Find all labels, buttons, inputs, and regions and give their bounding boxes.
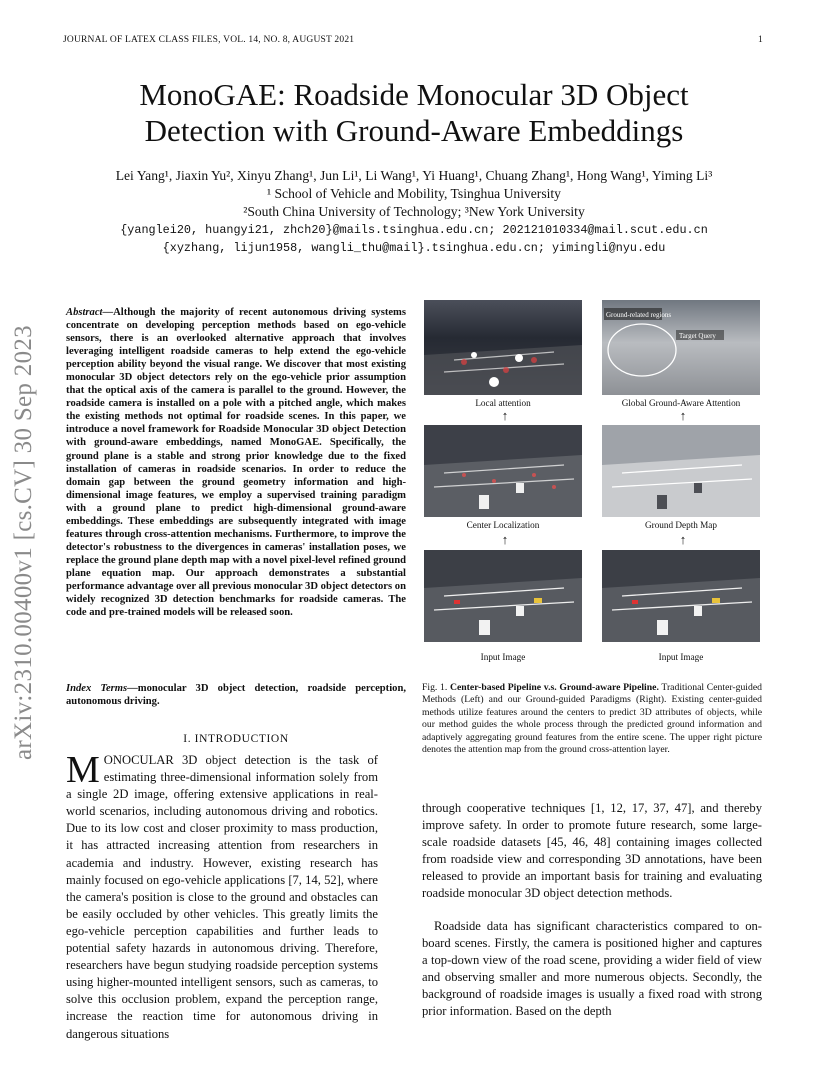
image-local-attention xyxy=(424,300,582,395)
index-terms-text: —monocular 3D object detection, roadside perception, autonomous driving. xyxy=(66,683,406,708)
abstract-text: —Although the majority of recent autonomous driving systems concentrate on developing perception methods based on ego-vehicle sensors, there is an overlooked alternative approach that involves leveraging intelligent roadside cameras to help extend the ego-vehicle perception ability beyond the visual range. We discover that most existing monocular 3D object detectors rely on the ego-vehicle prior assumption that the optical axis of the camera is parallel to the ground. However, the roadside camera is installed on a pole with a pitched angle, which makes the existing methods not optimal for roadside scenes. In this paper, we introduce a novel framework for Roadside Monocular 3D object Detection with ground-aware embeddings, named MonoGAE. Specifically, the ground plane is a stable and strong prior knowledge due to the fixed installation of cameras in roadside scenarios. In order to reduce the domain gap between the ground geometry information and high-dimensional image features, we employ a supervised training paradigm with a ground plane to predict high-dimensional ground-aware embeddings. These embeddings are subsequently integrated with image features through cross-attention mechanisms. Furthermore, to improve the detector's robustness to the divergences in cameras' installation poses, we replace the ground plane depth map with a novel pixel-level refined ground plane equation map. Our approach demonstrates a substantial performance advantage over all previous monocular 3D object detectors on widely recognized 3D detection benchmarks for roadside cameras. The code and pre-trained models will be released soon. xyxy=(66,307,406,619)
right-paragraph-2: Roadside data has significant characteristics compared to on-board scenes. Firstly, the camera is positioned higher and captures a top-down view of the road scene, providing a wider field of view and observing smaller and more numerous objects. Secondly, the background of roadside images is usually a fixed road with strong prior information. Based on the depth xyxy=(422,919,762,1019)
image-center-localization xyxy=(424,425,582,517)
section-heading: I. INTRODUCTION xyxy=(183,733,289,745)
intro-paragraph xyxy=(66,749,378,1043)
intro-text: ONOCULAR 3D object detection is the task of estimating three-dimensional information solely from a single 2D image, offering extensive applications in real-world scenarios, including autonomous driving and robotics. Due to its low cost and closer proximity to mass production, it has attracted increasing attention from researchers in academia and industry. However, existing research has mainly focused on ego-vehicle applications [7, 14, 52], where the camera's position is close to the ground and obstacles can be easily occluded by other vehicles. This greatly limits the ego-vehicle perception capabilities and further leads to potential safety hazards in autonomous driving. Therefore, researchers have begun studying roadside perception systems using higher-mounted intelligent sensors, such as cameras, to solve this occlusion problem, expand the perception range, increase the reaction time for autonomous driving in dangerous situations xyxy=(66,753,378,1041)
image-input-left xyxy=(424,550,582,642)
figure-caption xyxy=(422,682,762,756)
index-terms xyxy=(66,682,406,708)
image-ground-depth xyxy=(602,425,760,517)
affiliation-1: ¹ School of Vehicle and Mobility, Tsinghua University xyxy=(267,186,561,201)
page-number: 1 xyxy=(758,35,763,45)
label-input-left: Input Image xyxy=(480,652,526,662)
journal-header: JOURNAL OF LATEX CLASS FILES, VOL. 14, NO. 8, AUGUST 2021 xyxy=(63,35,355,45)
abstract xyxy=(66,306,406,619)
affiliation-2: ²South China University of Technology; ³New York University xyxy=(243,204,585,219)
right-paragraph-1: through cooperative techniques [1, 12, 17, 37, 47], and thereby improve safety. In order to promote future research, some large-scale roadside datasets [45, 46, 48] containing images collected from roadside view and corresponding 3D annotations, have been released to provide an important basis for training and evaluating roadside monocular 3D object detection methods. xyxy=(422,801,762,901)
overlay-ground-regions: Ground-related regions xyxy=(606,311,672,319)
paper-title xyxy=(60,77,768,149)
index-terms-lead: Index Terms xyxy=(66,683,128,694)
image-input-right xyxy=(602,550,760,642)
label-center-localization: Center Localization xyxy=(466,520,540,530)
label-local-attention: Local attention xyxy=(475,398,531,408)
figure-1 xyxy=(422,300,762,670)
label-ground-depth: Ground Depth Map xyxy=(645,520,717,530)
label-global-attention: Global Ground-Aware Attention xyxy=(621,398,741,408)
email-line-2: {xyzhang, lijun1958, wangli_thu@mail}.tsinghua.edu.cn; yimingli@nyu.edu xyxy=(162,241,666,255)
arrow-up-icon: ↑ xyxy=(501,408,509,423)
arrow-up-icon: ↑ xyxy=(679,408,687,423)
overlay-target-query: Target Query xyxy=(679,332,716,340)
caption-bold: Center-based Pipeline v.s. Ground-aware Pipeline. xyxy=(449,682,659,693)
abstract-lead: Abstract xyxy=(66,307,103,318)
caption-text: Traditional Center-guided Methods (Left) and our Ground-guided Paradigms (Right). Existing center-guided methods utilize features around the centers to predict 3D attributes of objects, while our method guides the whole process through the predicted ground information and adaptively aggregating ground features from the entire scene. The upper right picture denotes the attention map from the ground cross-attention layer. xyxy=(422,682,762,756)
author-block xyxy=(40,167,788,257)
image-global-attention xyxy=(602,300,760,395)
arrow-up-icon: ↑ xyxy=(501,532,509,547)
arrow-up-icon: ↑ xyxy=(679,532,687,547)
drop-cap: M xyxy=(66,749,100,791)
caption-lead: Fig. 1. xyxy=(422,682,448,693)
label-input-right: Input Image xyxy=(658,652,704,662)
title-line-2: Detection with Ground-Aware Embeddings xyxy=(144,113,684,148)
author-list: Lei Yang¹, Jiaxin Yu², Xinyu Zhang¹, Jun Li¹, Li Wang¹, Yi Huang¹, Chuang Zhang¹, Hong Wang¹, Yiming Li³ xyxy=(115,168,713,183)
title-line-1: MonoGAE: Roadside Monocular 3D Object xyxy=(139,77,689,112)
arxiv-watermark: arXiv:2310.00400v1 [cs.CV] 30 Sep 2023 xyxy=(10,325,37,760)
email-line-1: {yanglei20, huangyi21, zhch20}@mails.tsinghua.edu.cn; 202121010334@mail.scut.edu.cn xyxy=(120,223,708,237)
